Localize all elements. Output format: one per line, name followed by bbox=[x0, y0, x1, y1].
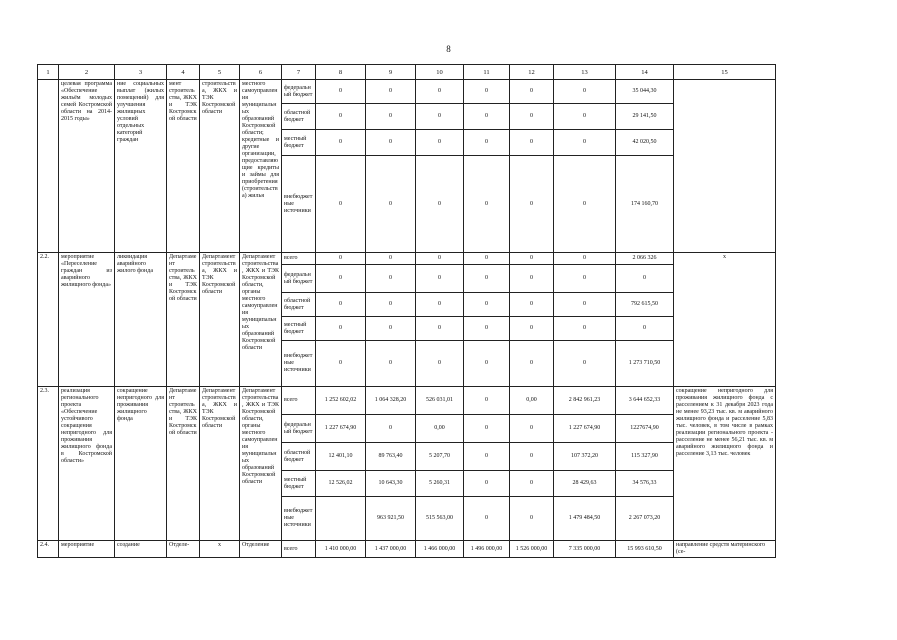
funding-source: федеральный бюджет bbox=[282, 265, 316, 293]
measure-name: реализация регионального проекта «Обеспечение устойчивого сокращения непригодного для проживания жилищного фонда в Костромской области» bbox=[59, 387, 115, 541]
funding-source: федеральный бюджет bbox=[282, 80, 316, 104]
value-cell: 0 bbox=[464, 443, 510, 471]
value-cell: 0 bbox=[464, 80, 510, 104]
participants: Департамент строительства, ЖКХ и ТЭК Костромской области, органы местного самоуправления муниципальных образований Костромской области bbox=[240, 253, 282, 387]
value-cell: 35 044,30 bbox=[616, 80, 674, 104]
col-header: 15 bbox=[674, 65, 776, 80]
value-cell: 1227674,90 bbox=[616, 415, 674, 443]
value-cell: 0 bbox=[366, 156, 416, 253]
value-cell: 0 bbox=[554, 80, 616, 104]
value-cell: 10 643,30 bbox=[366, 471, 416, 497]
table-row bbox=[38, 541, 776, 558]
value-cell: 0 bbox=[554, 317, 616, 341]
value-cell: 28 429,63 bbox=[554, 471, 616, 497]
value-cell: 5 207,70 bbox=[416, 443, 464, 471]
value-cell: 515 563,00 bbox=[416, 497, 464, 541]
funding-source: всего bbox=[282, 253, 316, 265]
value-cell: 0 bbox=[464, 317, 510, 341]
col-header: 4 bbox=[167, 65, 200, 80]
col-header: 3 bbox=[115, 65, 167, 80]
table-row bbox=[38, 253, 776, 265]
value-cell: 15 993 610,50 bbox=[616, 541, 674, 558]
value-cell: 0 bbox=[366, 317, 416, 341]
value-cell: 1 466 000,00 bbox=[416, 541, 464, 558]
value-cell: 0 bbox=[366, 265, 416, 293]
value-cell: 0 bbox=[416, 104, 464, 130]
value-cell: 0 bbox=[616, 317, 674, 341]
value-cell: 1 410 000,00 bbox=[316, 541, 366, 558]
value-cell: 0 bbox=[316, 104, 366, 130]
responsible-executor: мент строительства, ЖКХ и ТЭК Костромской области bbox=[167, 80, 200, 253]
col-header: 10 bbox=[416, 65, 464, 80]
funding-source: всего bbox=[282, 541, 316, 558]
item-number bbox=[38, 80, 59, 253]
col-header: 5 bbox=[200, 65, 240, 80]
value-cell: 3 644 652,33 bbox=[616, 387, 674, 415]
value-cell: 0 bbox=[554, 265, 616, 293]
participants: Департамент строительства, ЖКХ и ТЭК Костромской области, органы местного самоуправления муниципальных образований Костромской области bbox=[240, 387, 282, 541]
col-header: 13 bbox=[554, 65, 616, 80]
participants: местного самоуправления муниципальных образований Костромской области; кредитные и другие организации, предоставляющие кредиты и займы для приобретения (строительства) жилья bbox=[240, 80, 282, 253]
value-cell: 0 bbox=[464, 497, 510, 541]
col-header: 8 bbox=[316, 65, 366, 80]
value-cell: 115 327,90 bbox=[616, 443, 674, 471]
value-cell: 0 bbox=[464, 415, 510, 443]
col-header: 9 bbox=[366, 65, 416, 80]
col-header: 14 bbox=[616, 65, 674, 80]
page-number: 8 bbox=[446, 44, 451, 54]
value-cell: 0 bbox=[416, 130, 464, 156]
value-cell: 1 273 710,50 bbox=[616, 341, 674, 387]
value-cell: 0 bbox=[510, 265, 554, 293]
value-cell: 0 bbox=[554, 104, 616, 130]
value-cell: 0 bbox=[416, 341, 464, 387]
measure-result: создание bbox=[115, 541, 167, 558]
value-cell: 1 064 328,20 bbox=[366, 387, 416, 415]
value-cell: 1 496 000,00 bbox=[464, 541, 510, 558]
value-cell: 0 bbox=[464, 104, 510, 130]
col-header: 11 bbox=[464, 65, 510, 80]
value-cell: 0 bbox=[316, 317, 366, 341]
value-cell: 0,00 bbox=[416, 415, 464, 443]
value-cell: 0 bbox=[510, 341, 554, 387]
coexecutor: Департамент строительства, ЖКХ и ТЭК Костромской области bbox=[200, 253, 240, 387]
value-cell: 1 227 674,90 bbox=[316, 415, 366, 443]
value-cell: 2 267 073,20 bbox=[616, 497, 674, 541]
table-row bbox=[38, 387, 776, 415]
value-cell: 0,00 bbox=[510, 387, 554, 415]
value-cell: 0 bbox=[316, 130, 366, 156]
value-cell: 42 020,50 bbox=[616, 130, 674, 156]
value-cell: 0 bbox=[416, 265, 464, 293]
value-cell: 963 921,50 bbox=[366, 497, 416, 541]
value-cell: 2 842 961,23 bbox=[554, 387, 616, 415]
measure-result: ние социальных выплат (жилых помещений) для улучшения жилищных условий отдельных категорий граждан bbox=[115, 80, 167, 253]
value-cell: 0 bbox=[416, 156, 464, 253]
responsible-executor: Департамент строительства, ЖКХ и ТЭК Костромской области bbox=[167, 253, 200, 387]
value-cell: 0 bbox=[464, 156, 510, 253]
coexecutor: х bbox=[200, 541, 240, 558]
value-cell: 34 576,33 bbox=[616, 471, 674, 497]
value-cell: 0 bbox=[554, 293, 616, 317]
value-cell: 174 160,70 bbox=[616, 156, 674, 253]
item-number: 2.4. bbox=[38, 541, 59, 558]
value-cell: 0 bbox=[510, 471, 554, 497]
funding-source: местный бюджет bbox=[282, 130, 316, 156]
value-cell: 0 bbox=[366, 253, 416, 265]
value-cell: 107 372,20 bbox=[554, 443, 616, 471]
value-cell: 0 bbox=[416, 253, 464, 265]
value-cell: 0 bbox=[464, 293, 510, 317]
value-cell: 0 bbox=[510, 253, 554, 265]
value-cell: 0 bbox=[510, 443, 554, 471]
value-cell: 792 615,50 bbox=[616, 293, 674, 317]
value-cell: 0 bbox=[366, 80, 416, 104]
value-cell: 0 bbox=[366, 415, 416, 443]
value-cell: 0 bbox=[510, 156, 554, 253]
funding-source: местный бюджет bbox=[282, 471, 316, 497]
col-header: 12 bbox=[510, 65, 554, 80]
funding-source: местный бюджет bbox=[282, 317, 316, 341]
col-header: 7 bbox=[282, 65, 316, 80]
value-cell: 0 bbox=[366, 341, 416, 387]
funding-source: федеральный бюджет bbox=[282, 415, 316, 443]
value-cell: 0 bbox=[510, 293, 554, 317]
value-cell: 0 bbox=[510, 130, 554, 156]
value-cell: 0 bbox=[510, 317, 554, 341]
value-cell: 0 bbox=[554, 130, 616, 156]
value-cell bbox=[316, 497, 366, 541]
funding-source: внебюджетные источники bbox=[282, 497, 316, 541]
funding-source: областной бюджет bbox=[282, 443, 316, 471]
coexecutor: Департамент строительства, ЖКХ и ТЭК Костромской области bbox=[200, 387, 240, 541]
value-cell: 0 bbox=[464, 387, 510, 415]
value-cell: 29 141,50 bbox=[616, 104, 674, 130]
measure-result: сокращение непригодного для проживания жилищного фонда bbox=[115, 387, 167, 541]
value-cell: 1 479 484,50 bbox=[554, 497, 616, 541]
value-cell: 0 bbox=[464, 471, 510, 497]
value-cell: 0 bbox=[554, 156, 616, 253]
value-cell: 2 066 326 bbox=[616, 253, 674, 265]
value-cell: 0 bbox=[366, 293, 416, 317]
value-cell: 0 bbox=[316, 341, 366, 387]
measure-name: целевая программа «Обеспечение жильём молодых семей Костромской области на 2014-2015 годы» bbox=[59, 80, 115, 253]
table-row bbox=[38, 80, 776, 104]
expected-result: х bbox=[674, 253, 776, 387]
value-cell: 1 526 000,00 bbox=[510, 541, 554, 558]
program-table bbox=[37, 64, 776, 558]
value-cell: 12 526,02 bbox=[316, 471, 366, 497]
value-cell: 0 bbox=[416, 317, 464, 341]
measure-name: мероприятие bbox=[59, 541, 115, 558]
col-header: 2 bbox=[59, 65, 115, 80]
value-cell: 0 bbox=[316, 80, 366, 104]
participants: Отделение bbox=[240, 541, 282, 558]
value-cell: 0 bbox=[316, 265, 366, 293]
value-cell: 0 bbox=[510, 80, 554, 104]
item-number: 2.2. bbox=[38, 253, 59, 387]
coexecutor: строительства, ЖКХ и ТЭК Костромской области bbox=[200, 80, 240, 253]
funding-source: всего bbox=[282, 387, 316, 415]
value-cell: 1 227 674,90 bbox=[554, 415, 616, 443]
value-cell: 0 bbox=[316, 293, 366, 317]
expected-result: направление средств материнского (се- bbox=[674, 541, 776, 558]
value-cell: 1 252 602,02 bbox=[316, 387, 366, 415]
responsible-executor: Отделе- bbox=[167, 541, 200, 558]
value-cell: 7 335 000,00 bbox=[554, 541, 616, 558]
item-number: 2.3. bbox=[38, 387, 59, 541]
value-cell: 0 bbox=[464, 265, 510, 293]
value-cell: 0 bbox=[554, 253, 616, 265]
value-cell: 1 437 000,00 bbox=[366, 541, 416, 558]
value-cell: 526 031,01 bbox=[416, 387, 464, 415]
funding-source: внебюджетные источники bbox=[282, 156, 316, 253]
measure-result: ликвидация аварийного жилого фонда bbox=[115, 253, 167, 387]
value-cell: 89 763,40 bbox=[366, 443, 416, 471]
measure-name: мероприятие «Переселение граждан из аварийного жилищного фонда» bbox=[59, 253, 115, 387]
funding-source: областной бюджет bbox=[282, 104, 316, 130]
value-cell: 0 bbox=[554, 341, 616, 387]
value-cell: 0 bbox=[316, 156, 366, 253]
value-cell: 0 bbox=[464, 341, 510, 387]
value-cell: 0 bbox=[416, 293, 464, 317]
expected-result: сокращение непригодного для проживания жилищного фонда с расселением к 31 декабря 2023 года не менее 93,23 тыс. кв. м аварийного жилищного фонда и расселение 5,83 тыс. человек, в том числе в рамках реализации регионального проекта - расселение не менее 56,21 тыс. кв. м аварийного жилищного фонда и расселение 3,13 тыс. человек bbox=[674, 387, 776, 541]
col-header: 6 bbox=[240, 65, 282, 80]
value-cell: 0 bbox=[416, 80, 464, 104]
funding-source: внебюджетные источники bbox=[282, 341, 316, 387]
value-cell: 12 401,10 bbox=[316, 443, 366, 471]
value-cell: 0 bbox=[316, 253, 366, 265]
value-cell: 0 bbox=[366, 130, 416, 156]
value-cell: 0 bbox=[366, 104, 416, 130]
responsible-executor: Департамент строительства, ЖКХ и ТЭК Костромской области bbox=[167, 387, 200, 541]
value-cell: 0 bbox=[616, 265, 674, 293]
value-cell: 0 bbox=[464, 130, 510, 156]
value-cell: 0 bbox=[464, 253, 510, 265]
value-cell: 0 bbox=[510, 415, 554, 443]
col-header: 1 bbox=[38, 65, 59, 80]
value-cell: 5 260,31 bbox=[416, 471, 464, 497]
expected-result bbox=[674, 80, 776, 253]
header-row bbox=[38, 65, 776, 80]
funding-source: областной бюджет bbox=[282, 293, 316, 317]
value-cell: 0 bbox=[510, 497, 554, 541]
value-cell: 0 bbox=[510, 104, 554, 130]
